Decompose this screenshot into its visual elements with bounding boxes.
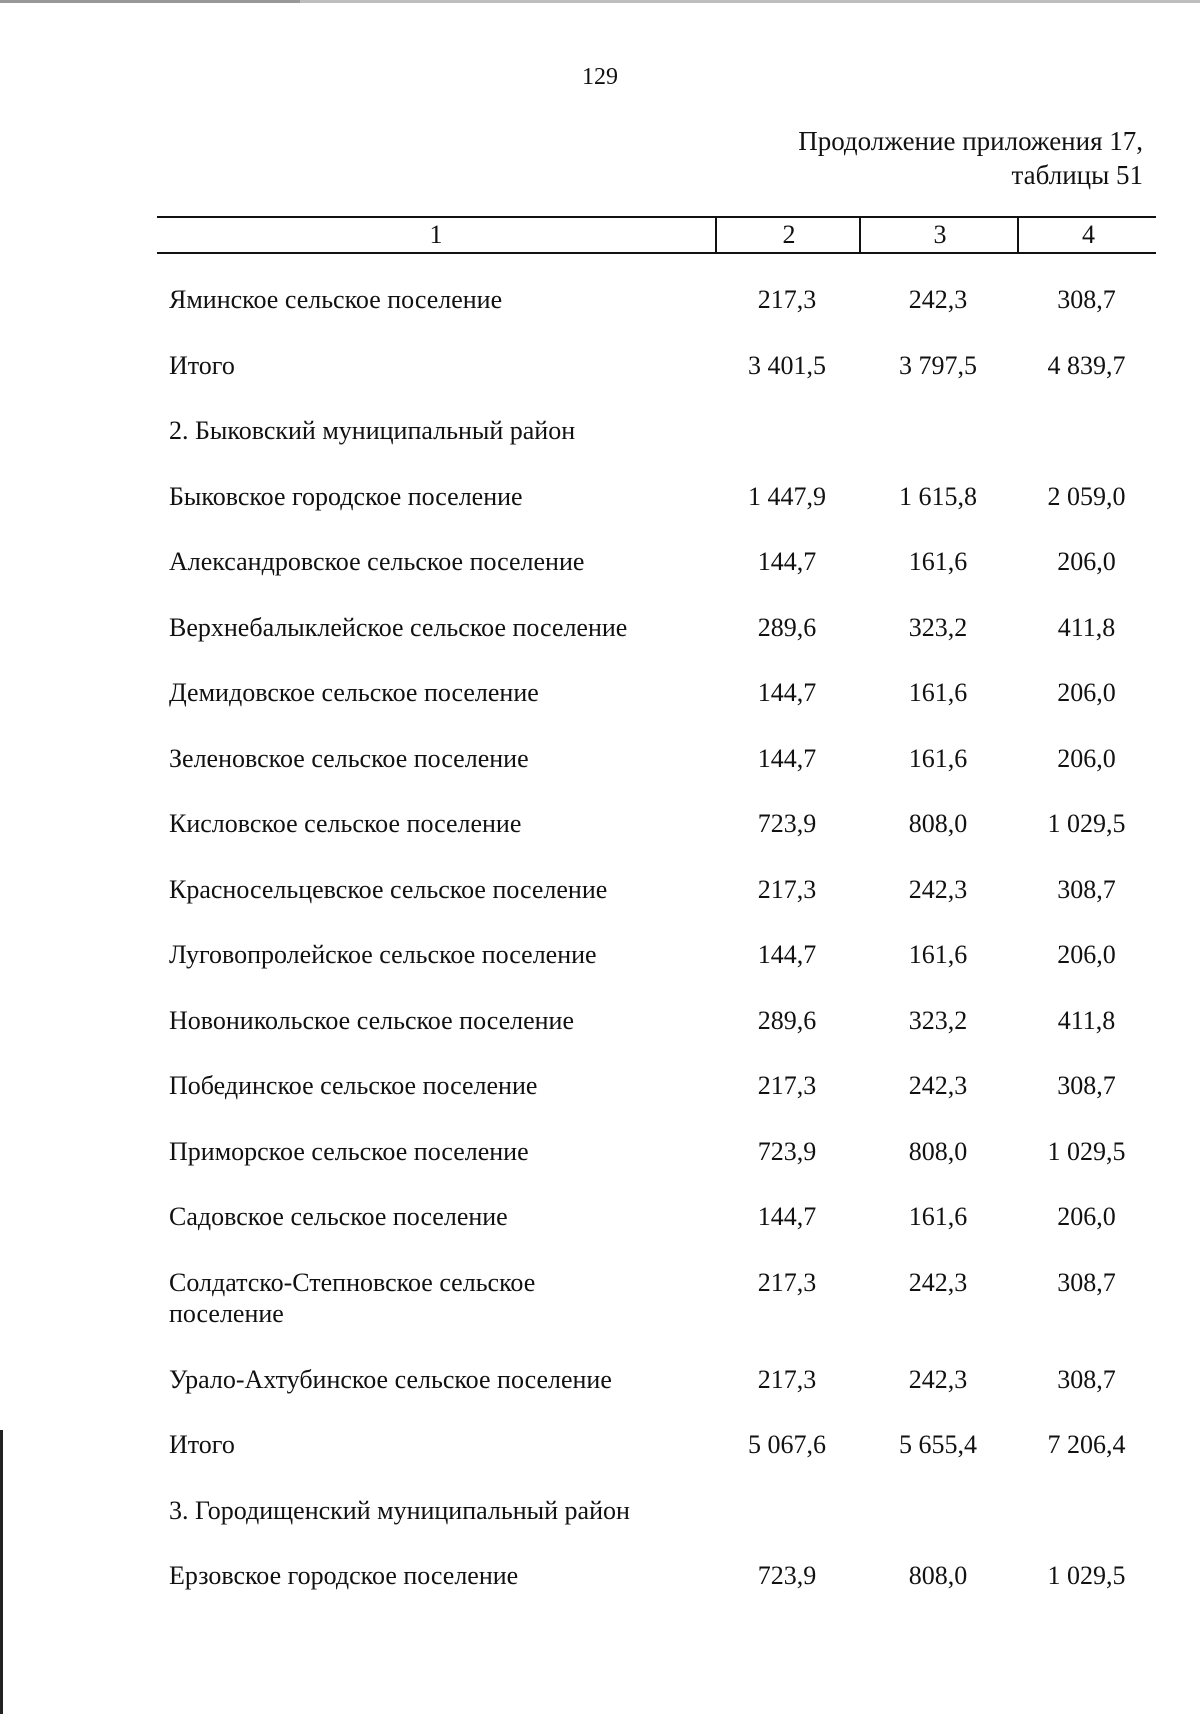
row-value-col2: 289,6 [757, 1005, 817, 1035]
row-value-col4: 4 839,7 [1047, 350, 1126, 380]
row-name: Садовское сельское поселение [169, 1202, 508, 1231]
row-name: Зеленовское сельское поселение [169, 743, 529, 773]
caption-line-2: таблицы 51 [1011, 160, 1143, 190]
row-value-col3: 323,2 [908, 1005, 968, 1035]
table-row [157, 481, 1156, 547]
column-header-3: 3 [859, 218, 1019, 252]
table-row [157, 939, 1156, 1005]
row-name: Приморское сельское поселение [169, 1136, 529, 1166]
row-value-col3: 5 655,4 [899, 1430, 977, 1459]
column-header-1: 1 [429, 220, 443, 249]
row-value-col3: 242,3 [908, 285, 968, 314]
table-row-total [157, 350, 1156, 416]
table-section-heading [157, 1495, 1156, 1561]
table-row [157, 1070, 1156, 1136]
row-name: Быковское городское поселение [169, 481, 523, 511]
table-row [157, 1201, 1156, 1267]
column-header-2: 2 [715, 218, 861, 252]
row-name: Ерзовское городское поселение [169, 1561, 519, 1590]
row-value-col4: 308,7 [1057, 1267, 1116, 1297]
table-row [157, 1136, 1156, 1202]
scan-edge-top [0, 0, 1200, 3]
table-row-total [157, 1429, 1156, 1495]
row-value-col4: 308,7 [1057, 285, 1116, 314]
row-value-col3: 242,3 [908, 874, 968, 904]
table-row [157, 1364, 1156, 1430]
table-row [157, 677, 1156, 743]
row-value-col2: 144,7 [757, 743, 817, 773]
row-value-col3: 242,3 [908, 1071, 968, 1100]
row-name: Урало-Ахтубинское сельское поселение [169, 1364, 612, 1394]
row-value-col2: 1 447,9 [748, 481, 826, 511]
row-value-col4: 1 029,5 [1047, 1561, 1126, 1590]
row-value-col2: 723,9 [757, 809, 817, 838]
row-value-col4: 308,7 [1057, 874, 1116, 904]
table-caption [798, 124, 1143, 192]
table-row [157, 1267, 1156, 1364]
section-heading: 2. Быковский муниципальный район [169, 416, 576, 445]
table-row [157, 743, 1156, 809]
row-value-col2: 144,7 [757, 547, 817, 576]
row-value-col4: 206,0 [1057, 1202, 1116, 1231]
row-value-col4: 411,8 [1057, 1005, 1116, 1035]
row-value-col2: 144,7 [757, 940, 817, 969]
row-value-col4: 206,0 [1057, 678, 1116, 707]
row-value-col2: 289,6 [757, 612, 817, 642]
row-name: Луговопролейское сельское поселение [169, 940, 597, 969]
row-value-col3: 808,0 [908, 1561, 968, 1590]
row-value-col4: 308,7 [1057, 1071, 1116, 1100]
row-value-col3: 161,6 [908, 743, 968, 773]
row-name: Итого [169, 1430, 235, 1459]
row-name: Итого [169, 350, 235, 380]
row-name: Солдатско-Степновское сельское поселение [169, 1267, 536, 1328]
row-value-col4: 1 029,5 [1047, 809, 1126, 838]
row-name: Яминское сельское поселение [169, 285, 503, 314]
row-value-col4: 308,7 [1057, 1364, 1116, 1394]
row-name: Красносельцевское сельское поселение [169, 874, 608, 904]
row-name: Александровское сельское поселение [169, 547, 585, 576]
row-name: Кисловское сельское поселение [169, 809, 522, 838]
row-name: Побединское сельское поселение [169, 1071, 538, 1100]
row-value-col2: 3 401,5 [748, 350, 826, 380]
row-value-col2: 723,9 [757, 1136, 817, 1166]
row-name: Демидовское сельское поселение [169, 678, 539, 707]
row-value-col2: 217,3 [757, 285, 817, 314]
table-body [157, 284, 1156, 1626]
table-section-heading [157, 415, 1156, 481]
row-value-col2: 217,3 [757, 1267, 817, 1297]
row-value-col2: 217,3 [757, 1071, 817, 1100]
scan-edge-left [0, 1430, 3, 1714]
row-value-col2: 144,7 [757, 678, 817, 707]
row-value-col3: 161,6 [908, 940, 968, 969]
row-value-col2: 217,3 [757, 874, 817, 904]
row-value-col3: 323,2 [908, 612, 968, 642]
table-row [157, 612, 1156, 678]
row-value-col4: 206,0 [1057, 547, 1116, 576]
table-header-row [157, 216, 1156, 254]
row-value-col2: 723,9 [757, 1561, 817, 1590]
row-value-col2: 5 067,6 [748, 1430, 826, 1459]
caption-line-1: Продолжение приложения 17, [798, 126, 1143, 156]
row-value-col3: 808,0 [908, 1136, 968, 1166]
data-table [157, 216, 1156, 1626]
row-value-col2: 217,3 [757, 1364, 817, 1394]
section-heading: 3. Городищенский муниципальный район [169, 1495, 630, 1525]
column-header-4: 4 [1017, 218, 1158, 252]
row-value-col4: 7 206,4 [1047, 1430, 1126, 1459]
table-row [157, 284, 1156, 350]
row-value-col3: 1 615,8 [899, 481, 977, 511]
row-value-col3: 242,3 [908, 1267, 968, 1297]
row-name: Новоникольское сельское поселение [169, 1005, 574, 1035]
table-row [157, 874, 1156, 940]
row-value-col4: 206,0 [1057, 940, 1116, 969]
row-value-col3: 161,6 [908, 678, 968, 707]
row-name: Верхнебалыклейское сельское поселение [169, 612, 628, 642]
row-value-col4: 206,0 [1057, 743, 1116, 773]
row-value-col4: 1 029,5 [1047, 1136, 1126, 1166]
row-value-col3: 3 797,5 [899, 350, 977, 380]
row-value-col3: 161,6 [908, 1202, 968, 1231]
table-row [157, 1005, 1156, 1071]
row-value-col4: 411,8 [1057, 612, 1116, 642]
table-row [157, 546, 1156, 612]
row-value-col3: 161,6 [908, 547, 968, 576]
row-value-col3: 808,0 [908, 809, 968, 838]
row-value-col2: 144,7 [757, 1202, 817, 1231]
table-row [157, 1560, 1156, 1626]
page-number: 129 [582, 64, 618, 90]
row-value-col4: 2 059,0 [1047, 481, 1126, 511]
table-row [157, 808, 1156, 874]
row-value-col3: 242,3 [908, 1364, 968, 1394]
